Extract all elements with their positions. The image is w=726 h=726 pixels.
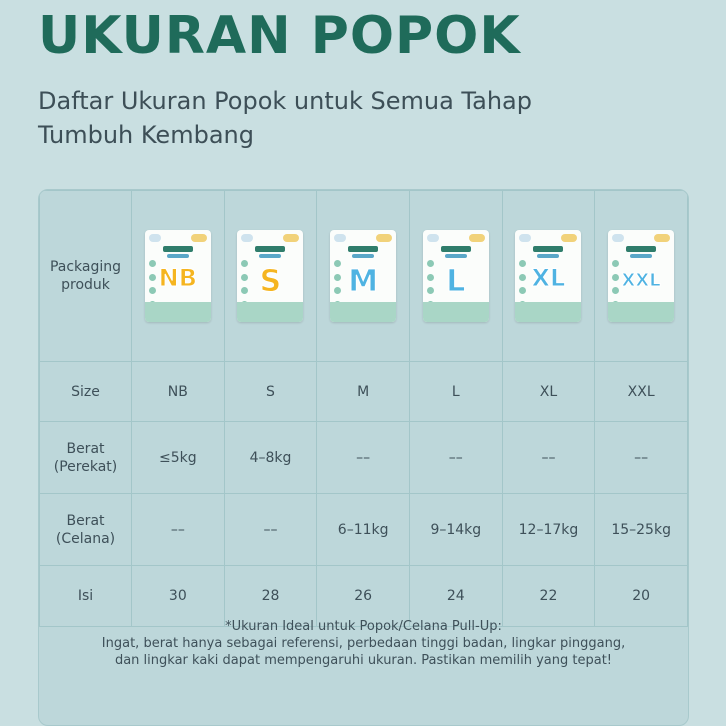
packaging-label: Packaging produk (40, 191, 132, 362)
table-cell: 20 (595, 566, 688, 627)
row-label: Size (40, 362, 132, 422)
row-label: Isi (40, 566, 132, 627)
package-cell-l (409, 191, 502, 362)
table-cell: 26 (317, 566, 410, 627)
diaper-package-image: XL (515, 230, 581, 322)
size-table-card (38, 189, 689, 726)
diaper-package-image: NB (145, 230, 211, 322)
package-cell-xxl (595, 191, 688, 362)
table-cell: 6–11kg (317, 494, 410, 566)
package-cell-m (317, 191, 410, 362)
size-table (39, 190, 688, 627)
table-cell: –– (409, 422, 502, 494)
table-cell: –– (595, 422, 688, 494)
table-cell: XXL (595, 362, 688, 422)
footnote-text-2: dan lingkar kaki dapat mempengaruhi ukuran. Pastikan memilih yang tepat! (114, 653, 613, 668)
table-cell: 30 (132, 566, 225, 627)
table-cell: ≤5kg (132, 422, 225, 494)
footnote-text-1: Ingat, berat hanya sebagai referensi, perbedaan tinggi badan, lingkar pinggang, (101, 636, 626, 651)
diaper-package-image: XXL (608, 230, 674, 322)
row-label: Berat (Celana) (40, 494, 132, 566)
table-cell: XL (502, 362, 595, 422)
row-label: Berat (Perekat) (40, 422, 132, 494)
table-cell: 9–14kg (409, 494, 502, 566)
footnote (39, 618, 688, 669)
table-cell: 24 (409, 566, 502, 627)
diaper-package-image: L (423, 230, 489, 322)
table-cell: L (409, 362, 502, 422)
table-cell: –– (502, 422, 595, 494)
table-cell: M (317, 362, 410, 422)
package-cell-nb (132, 191, 225, 362)
diaper-package-image: S (237, 230, 303, 322)
table-cell: –– (224, 494, 317, 566)
table-row-berat-perekat (40, 422, 688, 494)
table-cell: NB (132, 362, 225, 422)
table-cell: 4–8kg (224, 422, 317, 494)
table-cell: 12–17kg (502, 494, 595, 566)
table-cell: –– (132, 494, 225, 566)
table-cell: 28 (224, 566, 317, 627)
diaper-package-image: M (330, 230, 396, 322)
packaging-row (40, 191, 688, 362)
table-cell: 22 (502, 566, 595, 627)
page-subtitle: Daftar Ukuran Popok untuk Semua Tahap Tumbuh Kembang (38, 87, 532, 149)
package-cell-xl (502, 191, 595, 362)
page-title: UKURAN POPOK (38, 6, 521, 66)
table-cell: 15–25kg (595, 494, 688, 566)
table-row-berat-celana (40, 494, 688, 566)
package-cell-s (224, 191, 317, 362)
table-cell: –– (317, 422, 410, 494)
table-row-size (40, 362, 688, 422)
table-cell: S (224, 362, 317, 422)
footnote-heading: *Ukuran Ideal untuk Popok/Celana Pull-Up: (225, 619, 502, 634)
